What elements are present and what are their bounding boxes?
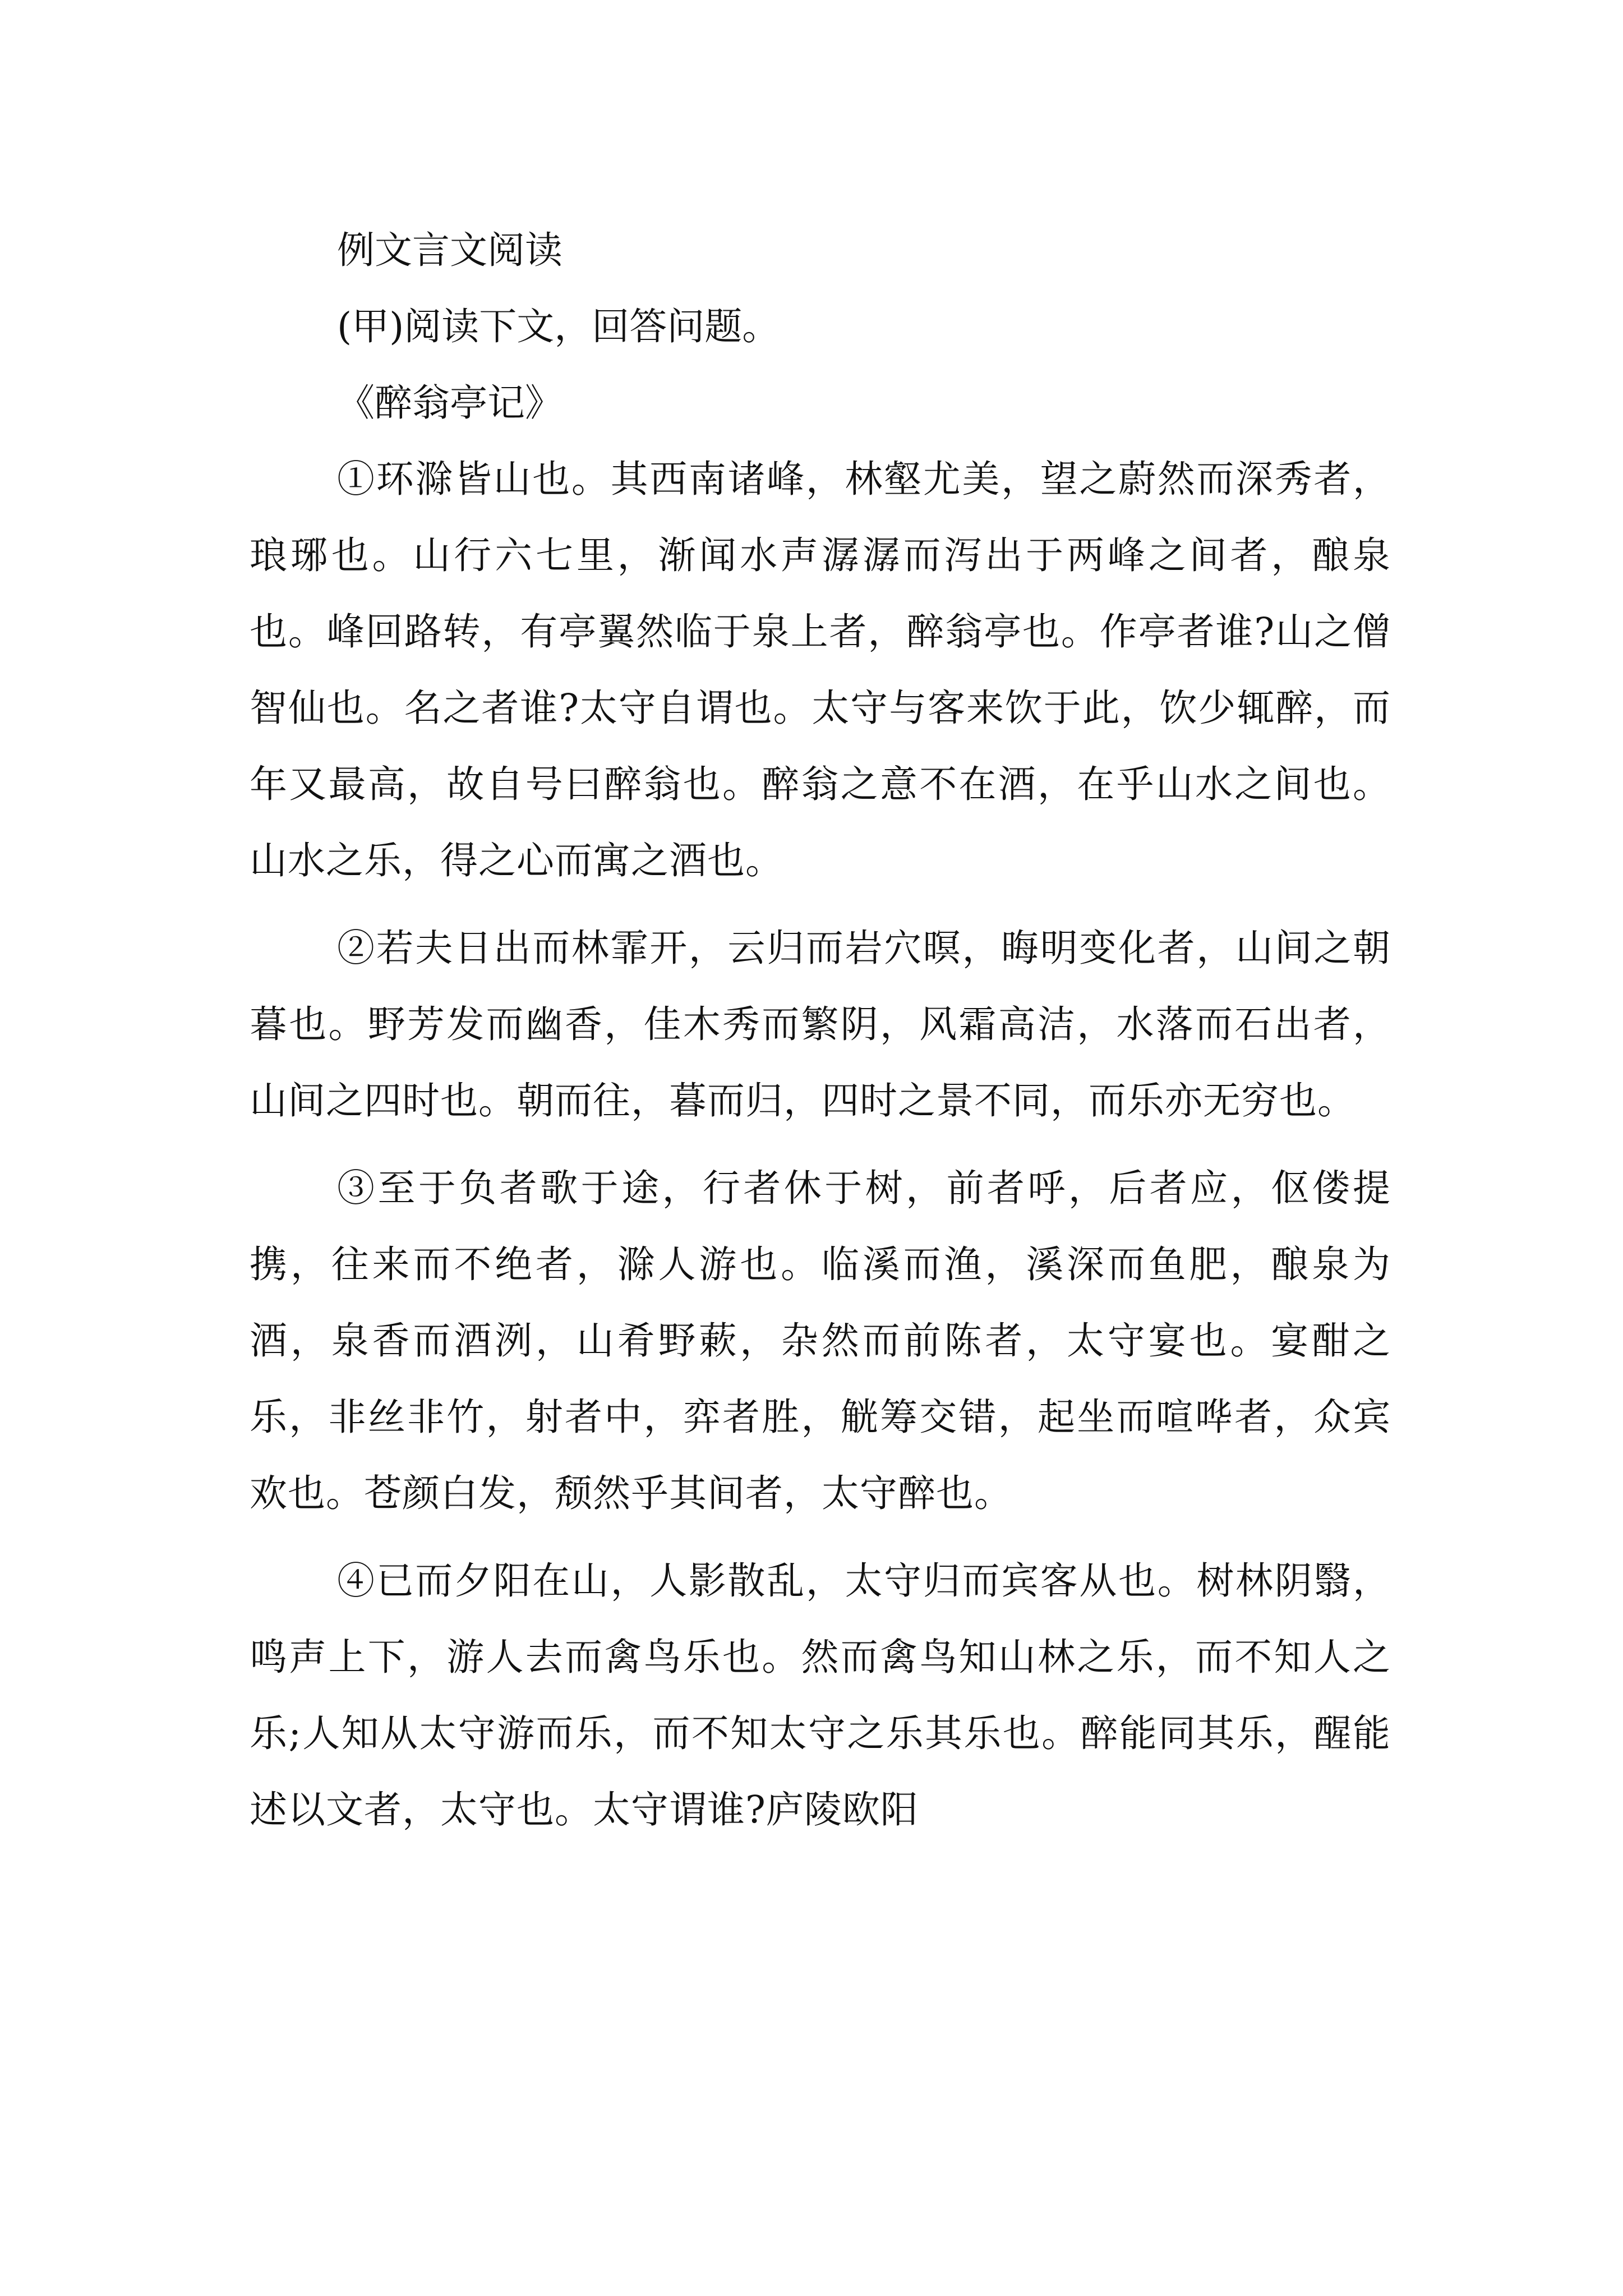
paragraph-gap (250, 1531, 1391, 1543)
paragraph-3: ③至于负者歌于途，行者休于树，前者呼，后者应，伛偻提携，往来而不绝者，滁人游也。临溪而渔，溪深而鱼肥，酿泉为酒，泉香而酒洌，山肴野蔌，杂然而前陈者，太守宴也。宴酣之乐，非丝非竹，射者中，弈者胜，觥筹交错，起坐而喧哗者，众宾欢也。苍颜白发，颓然乎其间者，太守醉也。 (250, 1166, 1391, 1515)
paragraph-1: ①环滁皆山也。其西南诸峰，林壑尤美，望之蔚然而深秀者，琅琊也。山行六七里，渐闻水声潺潺而泻出于两峰之间者，酿泉也。峰回路转，有亭翼然临于泉上者，醉翁亭也。作亭者谁?山之僧智仙也。名之者谁?太守自谓也。太守与客来饮于此，饮少辄醉，而年又最高，故自号曰醉翁也。醉翁之意不在酒，在乎山水之间也。山水之乐，得之心而寓之酒也。 (250, 457, 1391, 882)
paragraph-4: ④已而夕阳在山，人影散乱，太守归而宾客从也。树林阴翳，鸣声上下，游人去而禽鸟乐也。然而禽鸟知山林之乐，而不知人之乐;人知从太守游而乐，而不知太守之乐其乐也。醉能同其乐，醒能述以文者，太守也。太守谓谁?庐陵欧阳 (250, 1559, 1391, 1832)
paragraph-2: ②若夫日出而林霏开，云归而岩穴暝，晦明变化者，山间之朝暮也。野芳发而幽香，佳木秀而繁阴，风霜高洁，水落而石出者，山间之四时也。朝而往，暮而归，四时之景不同，而乐亦无穷也。 (250, 926, 1391, 1122)
reading-instruction: (甲)阅读下文，回答问题。 (337, 305, 780, 348)
paragraph-gap (250, 899, 1391, 910)
document-body (250, 212, 1391, 1848)
text-title: 《醉翁亭记》 (337, 381, 562, 425)
section-heading: 例文言文阅读 (337, 228, 562, 272)
paragraph-gap (250, 1139, 1391, 1150)
